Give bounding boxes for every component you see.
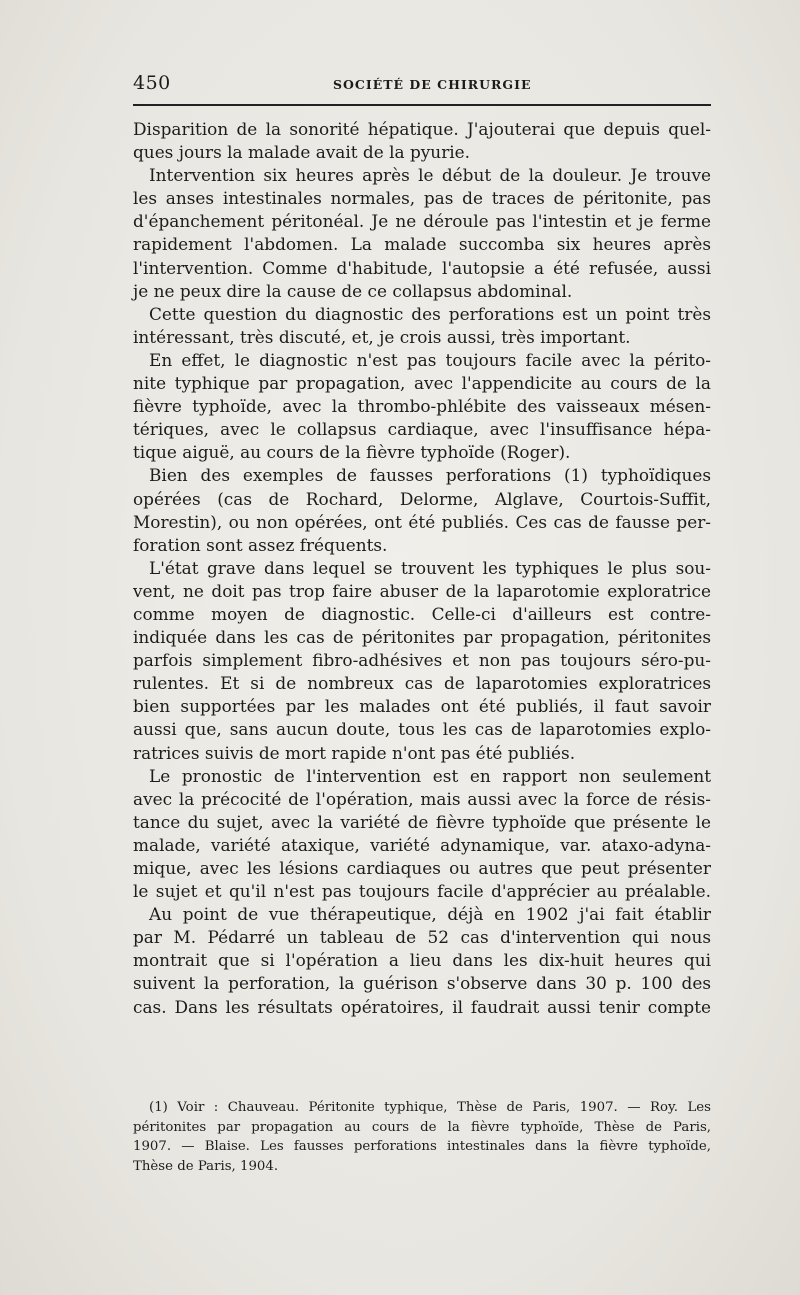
text-line: nite typhique par propagation, avec l'appendicite au cours de la (133, 373, 711, 394)
text-line: Intervention six heures après le début de la douleur. Je trouve (149, 165, 711, 186)
text-line: Le pronostic de l'intervention est en rapport non seulement (149, 765, 711, 786)
body-text (133, 118, 711, 1019)
footnote-line: 1907. — Blaise. Les fausses perforations intestinales dans la fièvre typhoïde, (133, 1139, 711, 1154)
text-line: fièvre typhoïde, avec la thrombo-phlébite des vaisseaux mésen- (133, 396, 711, 417)
text-line: bien supportées par les malades ont été publiés, il faut savoir (133, 696, 711, 717)
text-line: mique, avec les lésions cardiaques ou autres que peut présenter (133, 858, 711, 878)
text-line: tance du sujet, avec la variété de fièvre typhoïde que présente le (133, 811, 711, 832)
text-line: cas. Dans les résultats opératoires, il faudrait aussi tenir compte (133, 996, 711, 1017)
text-line: aussi que, sans aucun doute, tous les cas de laparotomies explo- (133, 719, 711, 740)
text-line: suivent la perforation, la guérison s'observe dans 30 p. 100 des (133, 973, 711, 994)
text-line: ques jours la malade avait de la pyurie. (133, 142, 471, 163)
text-line: les anses intestinales normales, pas de traces de péritonite, pas (133, 188, 711, 209)
text-line: par M. Pédarré un tableau de 52 cas d'intervention qui nous (133, 927, 711, 948)
text-line: vent, ne doit pas trop faire abuser de la laparotomie exploratrice (133, 580, 711, 601)
footnotes (133, 1098, 711, 1176)
text-line: je ne peux dire la cause de ce collapsus abdominal. (133, 280, 573, 301)
text-line: tique aiguë, au cours de la fièvre typhoïde (Roger). (133, 442, 571, 463)
text-line: rapidement l'abdomen. La malade succomba six heures après (133, 234, 711, 255)
text-line: Bien des exemples de fausses perforations (1) typhoïdiques (149, 465, 711, 486)
text-line: indiquée dans les cas de péritonites par propagation, péritonites (133, 627, 711, 648)
text-line: ratrices suivis de mort rapide n'ont pas été publiés. (133, 742, 576, 763)
text-line: foration sont assez fréquents. (133, 534, 388, 555)
text-line: tériques, avec le collapsus cardiaque, avec l'insuffisance hépa- (133, 419, 711, 440)
text-line: L'état grave dans lequel se trouvent les typhiques le plus sou- (149, 557, 711, 578)
text-line: Disparition de la sonorité hépatique. J'ajouterai que depuis quel- (133, 119, 711, 139)
text-line: montrait que si l'opération a lieu dans les dix-huit heures qui (133, 950, 711, 971)
text-line: rulentes. Et si de nombreux cas de laparotomies exploratrices (133, 673, 711, 694)
text-line: intéressant, très discuté, et, je crois aussi, très important. (133, 326, 631, 347)
text-line: avec la précocité de l'opération, mais aussi avec la force de résis- (133, 788, 711, 809)
text-line: parfois simplement fibro-adhésives et non pas toujours séro-pu- (133, 650, 711, 671)
page-number: 450 (133, 72, 171, 94)
text-line: Morestin), ou non opérées, ont été publiés. Ces cas de fausse per- (133, 511, 711, 532)
text-line: Cette question du diagnostic des perforations est un point très (149, 303, 711, 324)
page-header (133, 72, 711, 98)
text-line: En effet, le diagnostic n'est pas toujours facile avec la périto- (149, 349, 711, 370)
footnote-line: péritonites par propagation au cours de la fièvre typhoïde, Thèse de Paris, (133, 1119, 711, 1135)
footnote-line: Thèse de Paris, 1904. (133, 1158, 279, 1174)
footnote-line: (1) Voir : Chauveau. Péritonite typhique, Thèse de Paris, 1907. — Roy. Les (149, 1100, 711, 1115)
text-line: le sujet et qu'il n'est pas toujours facile d'apprécier au préalable. (133, 881, 711, 902)
text-line: comme moyen de diagnostic. Celle-ci d'ailleurs est contre- (133, 603, 711, 624)
header-rule (133, 104, 711, 106)
text-line: l'intervention. Comme d'habitude, l'autopsie a été refusée, aussi (133, 257, 711, 278)
running-title: SOCIÉTÉ DE CHIRURGIE (333, 77, 532, 92)
text-line: opérées (cas de Rochard, Delorme, Alglave, Courtois-Suffit, (133, 488, 711, 509)
text-line: Au point de vue thérapeutique, déjà en 1902 j'ai fait établir (149, 904, 711, 925)
text-line: d'épanchement péritonéal. Je ne déroule pas l'intestin et je ferme (133, 211, 711, 232)
text-line: malade, variété ataxique, variété adynamique, var. ataxo-adyna- (133, 834, 711, 855)
